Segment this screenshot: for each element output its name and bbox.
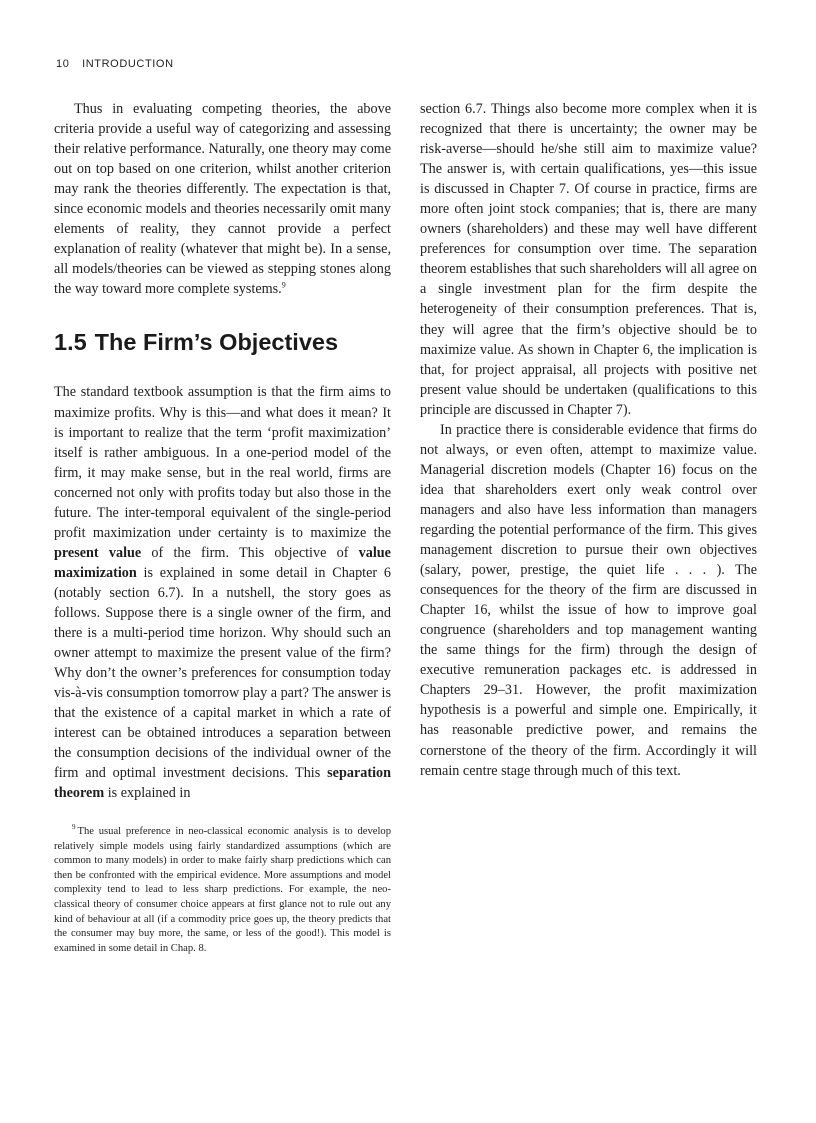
footnote-text: The usual preference in neo-classical economic analysis is to develop relatively simple models using fairly standardized assumptions (which are common to many models) in order to make fairly sharp predictions which can then be confronted with the empirical evidence. More assumptions and model complexity tend to lead to less sharp predictions. For example, the neo-classical theory of consumer choice appears at first glance not to rule out any kind of behaviour at all (if a commodity price goes up, the theory predicts that the consumer may buy more, the same, or less of the good!). This model is examined in some detail in Chap. 8. [54,826,391,954]
right-paragraph-2: In practice there is considerable evidence that firms do not always, or even often, attempt to maximize value. Managerial discretion models (Chapter 16) focus on the idea that shareholders exert only weak control over managers and also have less information than managers regarding the potential performance of the firm. This gives management discretion to pursue their own objectives (salary, power, prestige, the quiet life . . . ). The consequences for the theory of the firm are discussed in Chapter 16, whilst the issue of how to improve goal congruence (shareholders and top management wanting the same things for the firm) through the design of executive remuneration packages etc. is addressed in Chapters 29–31. However, the profit maximization hypothesis is a powerful and simple one. Empirically, it has reasonable predictive power, and remains the cornerstone of the theory of the firm. Accordingly it will remain centre stage through much of this text. [420,421,757,779]
left-paragraph-2-text-b: of the firm. This objective of [141,544,359,561]
left-paragraph-2-text-a: The standard textbook assumption is that the firm aims to maximize profits. Why is this—and what does it mean? It is important to realize that the term ‘profit maximization’ itself is rather ambiguous. In a one-period model of the firm, it may make sense, but in the real world, firms are concerned not only with profits today but also those in the future. The inter-temporal equivalent of the single-period profit maximization under certainty is to maximize the [54,384,391,541]
left-paragraph-2 [54,382,391,803]
left-paragraph-2-text-c: is explained in some detail in Chapter 6 (notably section 6.7). In a nutshell, the story goes as follows. Suppose there is a single owner of the firm, and there is a multi-period time horizon. Why should such an owner attempt to maximize the present value of the firm? Why don’t the owner’s preferences for consumption today vis-à-vis consumption tomorrow play a part? The answer is that the existence of a capital market in which a rate of interest can be obtained introduces a separation between the consumption decisions of the individual owner of the firm and optimal investment decisions. This [54,564,392,782]
section-heading [54,328,391,356]
left-column [54,99,391,803]
running-head [56,58,174,70]
left-paragraph-1 [54,99,391,299]
term-present-value: present value [54,544,142,561]
footnote [54,825,391,956]
section-title: The Firm’s Objectives [94,329,339,356]
footnote-reference[interactable]: 9 [281,280,286,290]
right-column [420,99,757,781]
section-number: 1.5 [54,329,87,356]
term-separation-theorem: separation theorem [54,765,391,802]
page-number: 10 [56,58,70,70]
left-paragraph-2-text-d: is explained in [104,785,191,802]
footnote-marker: 9 [72,823,76,832]
term-value-maximization: value maximization [54,544,391,581]
footnote-text-block [54,825,391,956]
left-paragraph-1-text: Thus in evaluating competing theories, the above criteria provide a useful way of categorizing and assessing their relative performance. Naturally, one theory may come out on top based on one criterion, whilst another criterion may rank the theories differently. The expectation is that, since economic models and theories necessarily omit many elements of reality, they cannot provide a perfect explanation of reality (whatever that might be). In a sense, all models/theories can be viewed as stepping stones along the way toward more complete systems. [54,101,391,298]
running-head-title: INTRODUCTION [82,58,174,70]
right-paragraph-1: section 6.7. Things also become more complex when it is recognized that there is uncertainty; the owner may be risk-averse—should he/she still aim to maximize value? The answer is, with certain qualifications, yes—this issue is discussed in Chapter 7. Of course in practice, firms are more often joint stock companies; that is, there are many owners (shareholders) and these may well have different preferences for consumption over time. The separation theorem establishes that such shareholders will all agree on a single investment plan for the firm despite the heterogeneity of their consumption preferences. That is, they will agree that the firm’s objective should be to maximize value. As shown in Chapter 6, the implication is that, for project appraisal, all projects with positive net present value should be undertaken (qualifications to this principle are discussed in Chapter 7). [420,101,757,418]
